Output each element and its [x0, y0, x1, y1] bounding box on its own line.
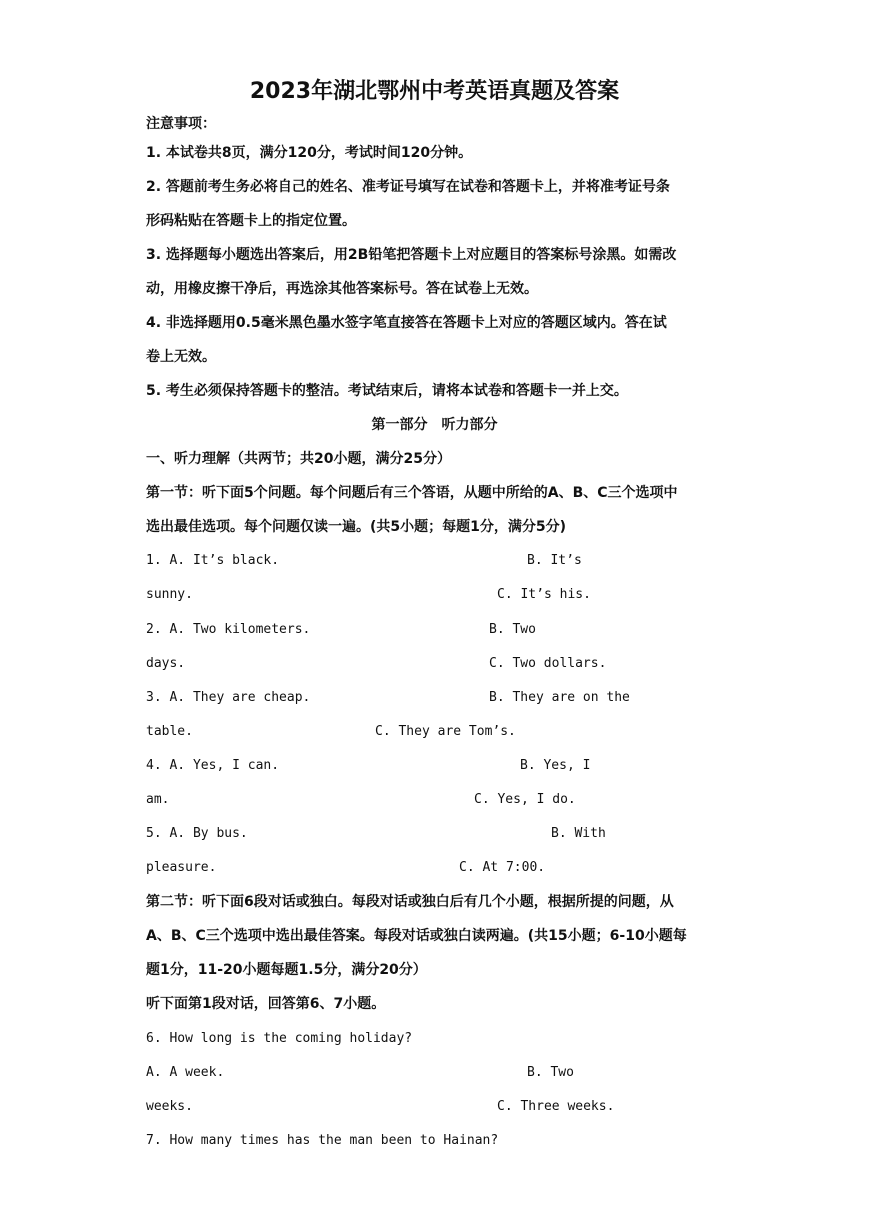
- q2-option-c: C. Two dollars.: [489, 656, 607, 671]
- dialog1-instruction: 听下面第1段对话，回答第6、7小题。: [146, 996, 386, 1012]
- section2-desc-a: 第二节：听下面6段对话或独白。每段对话或独白后有几个小题，根据所提的问题，从: [146, 894, 674, 910]
- note-3b: 动，用橡皮擦干净后，再选涂其他答案标号。答在试卷上无效。: [146, 281, 538, 297]
- q6-stem: 6. How long is the coming holiday?: [146, 1031, 413, 1046]
- note-5: 5. 考生必须保持答题卡的整洁。考试结束后，请将本试卷和答题卡一并上交。: [146, 383, 628, 399]
- section2-desc-b: A、B、C三个选项中选出最佳答案。每段对话或独白读两遍。(共15小题；6-10小题每: [146, 928, 687, 944]
- q4-option-b: B. Yes, I: [520, 758, 591, 773]
- q5-option-b-cont: pleasure.: [146, 860, 217, 875]
- q5-option-b: B. With: [551, 826, 606, 841]
- page-title: 2023年湖北鄂州中考英语真题及答案: [249, 79, 620, 104]
- q4-option-a: 4. A. Yes, I can.: [146, 758, 280, 773]
- q6-option-a: A. A week.: [146, 1065, 225, 1080]
- q2-option-b-cont: days.: [146, 656, 186, 671]
- q2-option-b: B. Two: [489, 622, 536, 637]
- q4-option-c: C. Yes, I do.: [474, 792, 576, 807]
- part-heading: 第一部分 听力部分: [371, 417, 498, 433]
- section2-desc-c: 题1分，11-20小题每题1.5分，满分20分）: [146, 962, 427, 978]
- q1-option-b-cont: sunny.: [146, 587, 193, 602]
- q6-option-b: B. Two: [527, 1065, 574, 1080]
- q2-option-a: 2. A. Two kilometers.: [146, 622, 311, 637]
- q5-option-c: C. At 7:00.: [459, 860, 546, 875]
- note-3a: 3. 选择题每小题选出答案后，用2B铅笔把答题卡上对应题目的答案标号涂黑。如需改: [146, 247, 677, 263]
- note-1: 1. 本试卷共8页，满分120分，考试时间120分钟。: [146, 145, 473, 161]
- section1-desc-b: 选出最佳选项。每个问题仅读一遍。(共5小题；每题1分，满分5分): [146, 519, 567, 535]
- q1-option-c: C. It’s his.: [497, 587, 591, 602]
- q3-option-a: 3. A. They are cheap.: [146, 690, 311, 705]
- note-4b: 卷上无效。: [146, 349, 216, 365]
- q5-option-a: 5. A. By bus.: [146, 826, 248, 841]
- note-2b: 形码粘贴在答题卡上的指定位置。: [146, 213, 356, 229]
- section1-desc-a: 第一节：听下面5个问题。每个问题后有三个答语，从题中所给的A、B、C三个选项中: [146, 485, 678, 501]
- q1-option-a: 1. A. It’s black.: [146, 553, 280, 568]
- q3-option-b-cont: table.: [146, 724, 193, 739]
- note-4a: 4. 非选择题用0.5毫米黑色墨水签字笔直接答在答题卡上对应的答题区域内。答在试: [146, 315, 667, 331]
- q3-option-c: C. They are Tom’s.: [375, 724, 516, 739]
- notes-heading: 注意事项：: [146, 116, 216, 132]
- q6-option-b-cont: weeks.: [146, 1099, 193, 1114]
- q1-option-b: B. It’s: [527, 553, 582, 568]
- note-2a: 2. 答题前考生务必将自己的姓名、准考证号填写在试卷和答题卡上，并将准考证号条: [146, 179, 670, 195]
- q7-stem: 7. How many times has the man been to Hainan?: [146, 1133, 499, 1148]
- q6-option-c: C. Three weeks.: [497, 1099, 615, 1114]
- q4-option-b-cont: am.: [146, 792, 170, 807]
- q3-option-b: B. They are on the: [489, 690, 630, 705]
- section-heading: 一、听力理解（共两节；共20小题，满分25分）: [146, 451, 451, 467]
